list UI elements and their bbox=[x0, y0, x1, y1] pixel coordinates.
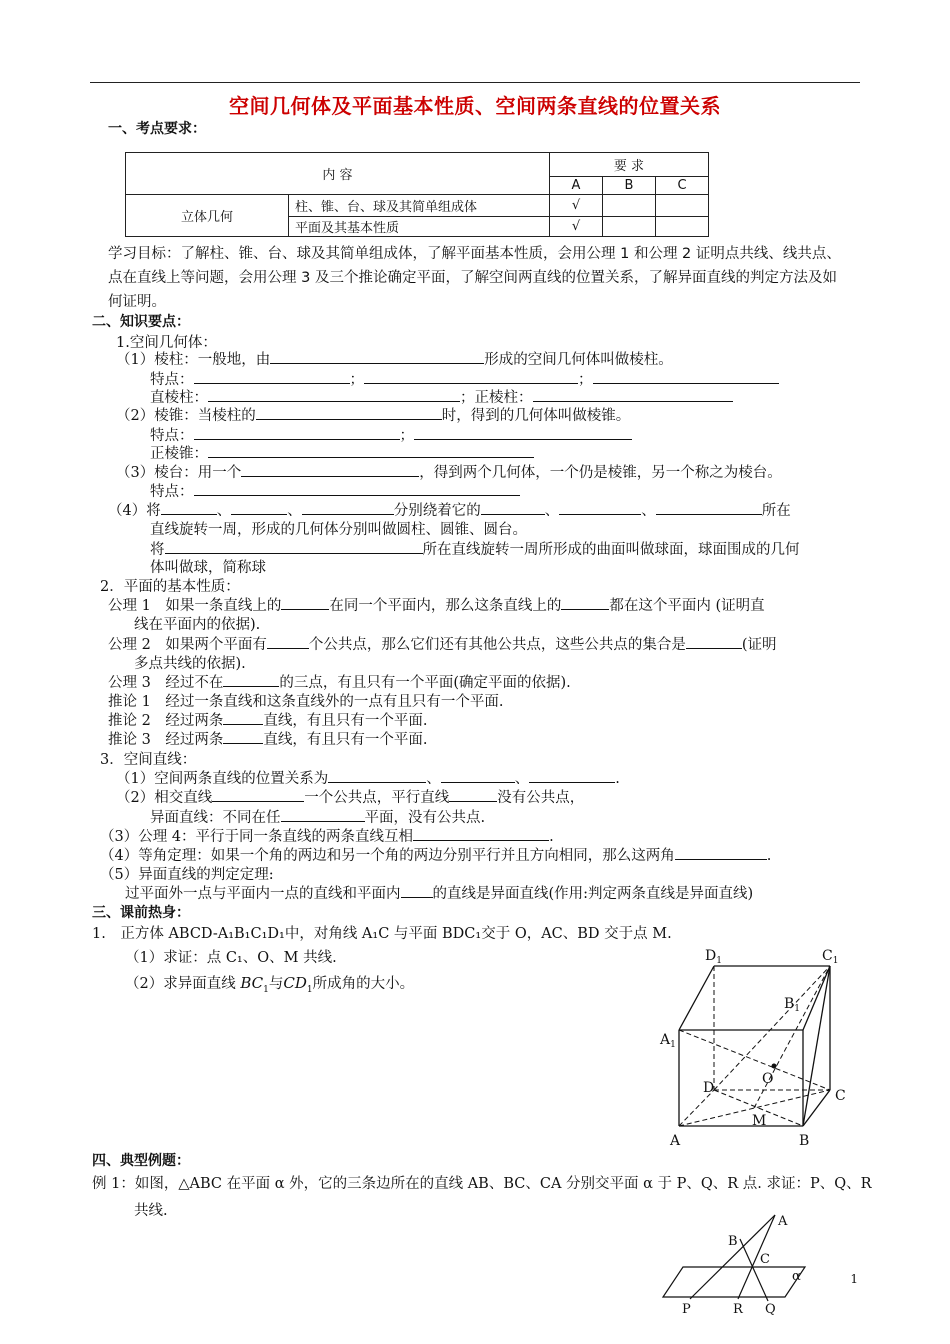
regular-prism-label: ；正棱柱： bbox=[460, 390, 533, 406]
skew-theorem-text-2: 的直线是异面直线(作用:判定两条直线是异面直线) bbox=[432, 886, 754, 902]
blank[interactable] bbox=[208, 443, 534, 458]
relation-text: （1）空间两条直线的位置关系为 bbox=[116, 771, 329, 787]
part-2-text-2: 与 bbox=[268, 976, 284, 992]
sphere-text-2: 所在直线旋转一周所形成的曲面叫做球面，球面围成的几何 bbox=[422, 542, 800, 558]
blank[interactable] bbox=[161, 500, 217, 515]
axiom-2-line-2: 多点共线的依据). bbox=[134, 656, 246, 672]
subsection-lines: 3．空间直线： bbox=[100, 752, 197, 768]
skew-theorem bbox=[125, 882, 753, 903]
content-header: 内 容 bbox=[126, 153, 550, 195]
separator: ； bbox=[399, 428, 414, 444]
requirements-table bbox=[125, 152, 709, 237]
blank[interactable] bbox=[281, 595, 329, 610]
blank[interactable] bbox=[165, 539, 423, 554]
cube-figure bbox=[650, 940, 860, 1150]
fig-label-p: P bbox=[682, 1302, 691, 1315]
subsection-geometry: 1.空间几何体： bbox=[116, 335, 217, 351]
corollary-2 bbox=[108, 709, 427, 730]
requirement-header: 要 求 bbox=[550, 153, 709, 177]
rotation-text: （4）将 bbox=[108, 503, 161, 519]
intersecting-lines bbox=[116, 786, 584, 807]
intersect-text-2: 一个公共点，平行直线 bbox=[304, 790, 450, 806]
subsection-plane: 2．平面的基本性质： bbox=[100, 579, 240, 595]
rotation-text-2: 分别绕着它的 bbox=[393, 503, 481, 519]
pyramid-text: （2）棱锥：当棱柱的 bbox=[116, 408, 256, 424]
blank[interactable] bbox=[194, 481, 520, 496]
blank[interactable] bbox=[208, 387, 460, 402]
corollary-1: 推论 1 经过一条直线和这条直线外的一点有且只有一个平面. bbox=[108, 694, 504, 710]
blank[interactable] bbox=[559, 500, 641, 515]
blank[interactable] bbox=[194, 369, 350, 384]
math-bc: BC bbox=[240, 974, 264, 992]
col-c: C bbox=[656, 177, 709, 195]
label-m: M bbox=[752, 1113, 767, 1129]
blank[interactable] bbox=[270, 349, 484, 364]
features-label: 特点： bbox=[150, 428, 194, 444]
section-4-heading: 四、典型例题： bbox=[92, 1153, 190, 1169]
math-cd: CD bbox=[283, 974, 307, 992]
regular-pyramid-label: 正棱锥： bbox=[150, 446, 208, 462]
blank[interactable] bbox=[413, 826, 549, 841]
label-b: B bbox=[799, 1133, 810, 1149]
axiom-2-text: 公理 2 如果两个平面有 bbox=[108, 637, 267, 653]
regular-pyramid-line bbox=[150, 442, 534, 463]
skew-lines-def bbox=[150, 806, 485, 827]
example-1-line-2: 共线. bbox=[134, 1203, 168, 1219]
period: . bbox=[615, 771, 620, 787]
table-row-b bbox=[603, 195, 656, 217]
axiom-2-text-2: 个公共点，那么它们还有其他公共点，这些公共点的集合是 bbox=[308, 637, 686, 653]
frustum-text-2: ，得到两个几何体，一个仍是棱锥，另一个称之为棱台。 bbox=[419, 465, 782, 481]
top-rule bbox=[90, 82, 860, 83]
axiom-3-text-2: 的三点，有且只有一个平面(确定平面的依据). bbox=[279, 675, 571, 691]
problem-1-part-1: （1）求证：点 C₁、O、M 共线. bbox=[125, 950, 337, 966]
example-1: 例 1：如图，△ABC 在平面 α 外，它的三条边所在的直线 AB、BC、CA 分别交平面 α 于 P、Q、R 点. 求证：P、Q、R bbox=[92, 1176, 872, 1192]
axiom-3-text: 公理 3 经过不在 bbox=[108, 675, 224, 691]
axiom-3-line bbox=[108, 671, 571, 692]
col-a: A bbox=[550, 177, 603, 195]
equal-angle-theorem bbox=[100, 844, 771, 865]
blank[interactable] bbox=[441, 768, 515, 783]
axiom-1-text-2: 在同一个平面内，那么这条直线上的 bbox=[329, 598, 562, 614]
fig-label-r: R bbox=[733, 1302, 743, 1315]
pyramid-line bbox=[116, 404, 630, 425]
blank[interactable] bbox=[401, 883, 433, 898]
axiom-1-line-2: 线在平面内的依据). bbox=[134, 617, 261, 633]
blank[interactable] bbox=[231, 500, 287, 515]
frustum-text: （3）棱台：用一个 bbox=[116, 465, 242, 481]
blank[interactable] bbox=[675, 845, 767, 860]
table-row-item: 柱、锥、台、球及其简单组成体 bbox=[289, 195, 550, 217]
blank[interactable] bbox=[223, 710, 263, 725]
features-label: 特点： bbox=[150, 484, 194, 500]
section-1-heading: 一、考点要求： bbox=[108, 121, 206, 137]
label-c1: $C_1$ bbox=[822, 948, 839, 966]
prism-text-2: 形成的空间几何体叫做棱柱。 bbox=[484, 352, 673, 368]
axiom-1-line bbox=[108, 594, 765, 615]
rotation-line bbox=[108, 499, 791, 520]
blank[interactable] bbox=[533, 387, 733, 402]
separator: ； bbox=[349, 372, 364, 388]
period: . bbox=[549, 829, 554, 845]
fig-label-alpha: α bbox=[792, 1269, 801, 1284]
blank[interactable] bbox=[302, 500, 394, 515]
axiom-1-text-3: 都在这个平面内 (证明直 bbox=[609, 598, 765, 614]
separator: 、 bbox=[287, 503, 302, 519]
label-a: A bbox=[670, 1133, 681, 1149]
period: . bbox=[766, 848, 772, 864]
features-label: 特点： bbox=[150, 372, 194, 388]
sphere-text: 将 bbox=[150, 542, 165, 558]
table-row-item: 平面及其基本性质 bbox=[289, 217, 550, 237]
label-c: C bbox=[835, 1088, 846, 1104]
rotation-line-2: 直线旋转一周，形成的几何体分别叫做圆柱、圆锥、圆台。 bbox=[150, 522, 527, 538]
blank[interactable] bbox=[281, 807, 365, 822]
corollary-2-text-2: 直线，有且只有一个平面. bbox=[263, 713, 428, 729]
frustum-line bbox=[116, 461, 782, 482]
corollary-3-text: 推论 3 经过两条 bbox=[108, 732, 224, 748]
blank[interactable] bbox=[267, 634, 309, 649]
blank[interactable] bbox=[328, 768, 426, 783]
axiom-2-line bbox=[108, 633, 777, 654]
blank[interactable] bbox=[256, 405, 442, 420]
axiom-2-text-3: (证明 bbox=[741, 637, 777, 653]
problem-1: 1. 正方体 ABCD-A₁B₁C₁D₁中，对角线 A₁C 与平面 BDC₁交于 O，AC、BD 交于点 M. bbox=[92, 926, 672, 942]
separator: 、 bbox=[641, 503, 656, 519]
learning-goals: 学习目标：了解柱、锥、台、球及其简单组成体，了解平面基本性质，会用公理 1 和公理 2 证明点共线、线共点、点在直线上等问题，会用公理 3 及三个推论确定平面，了解空间两直线的位置关系，了解异面直线的判定方法及如何证明。 bbox=[108, 246, 841, 310]
plane-figure bbox=[655, 1205, 815, 1315]
table-row-a: √ bbox=[550, 195, 603, 217]
right-prism-label: 直棱柱： bbox=[150, 390, 208, 406]
col-b: B bbox=[603, 177, 656, 195]
table-row-c bbox=[656, 195, 709, 217]
rotation-text-3: 所在 bbox=[761, 503, 791, 519]
table-row-b bbox=[603, 217, 656, 237]
sphere-line-2: 体叫做球，简称球 bbox=[150, 560, 266, 576]
label-b1: $B_1$ bbox=[784, 996, 801, 1014]
label-d1: $D_1$ bbox=[705, 948, 722, 966]
corollary-3-text-2: 直线，有且只有一个平面. bbox=[263, 732, 428, 748]
blank[interactable] bbox=[561, 595, 609, 610]
table-row-a: √ bbox=[550, 217, 603, 237]
part-2-text-3: 所成角的大小。 bbox=[312, 976, 415, 992]
blank[interactable] bbox=[194, 425, 400, 440]
axiom-4-text: （3）公理 4：平行于同一条直线的两条直线互相 bbox=[100, 829, 414, 845]
label-o: O bbox=[762, 1071, 774, 1087]
fig-label-a: A bbox=[778, 1214, 788, 1229]
math-sub: 1 bbox=[306, 984, 313, 995]
intersect-text-3: 没有公共点， bbox=[497, 790, 585, 806]
prism-line bbox=[116, 348, 673, 369]
corollary-2-text: 推论 2 经过两条 bbox=[108, 713, 224, 729]
fig-label-b: B bbox=[728, 1234, 738, 1249]
separator: 、 bbox=[216, 503, 232, 519]
math-sub: 1 bbox=[263, 984, 269, 995]
blank[interactable] bbox=[481, 500, 545, 515]
separator: 、 bbox=[426, 771, 441, 787]
label-a1: $A_1$ bbox=[660, 1032, 676, 1050]
equal-angle-text: （4）等角定理：如果一个角的两边和另一个角的两边分别平行并且方向相同，那么这两角 bbox=[100, 848, 675, 864]
skew-text-2: 平面，没有公共点. bbox=[364, 810, 486, 826]
blank[interactable] bbox=[223, 672, 279, 687]
space-lines-relation bbox=[116, 767, 620, 788]
blank[interactable] bbox=[449, 787, 497, 802]
blank[interactable] bbox=[529, 768, 615, 783]
page-number: 1 bbox=[850, 1272, 858, 1286]
fig-label-q: Q bbox=[765, 1302, 776, 1315]
blank[interactable] bbox=[223, 729, 263, 744]
separator: ； bbox=[578, 372, 593, 388]
skew-theorem-text: 过平面外一点与平面内一点的直线和平面内 bbox=[125, 886, 401, 902]
blank[interactable] bbox=[212, 787, 304, 802]
pyramid-text-2: 时，得到的几何体叫做棱锥。 bbox=[441, 408, 631, 424]
prism-text: （1）棱柱：一般地，由 bbox=[116, 352, 271, 368]
separator: 、 bbox=[544, 503, 560, 519]
part-2-text: （2）求异面直线 bbox=[125, 976, 241, 992]
label-d: D bbox=[703, 1080, 715, 1096]
section-2-heading: 二、知识要点： bbox=[92, 314, 190, 330]
section-3-heading: 三、课前热身： bbox=[92, 905, 190, 921]
blank[interactable] bbox=[364, 369, 578, 384]
corollary-3 bbox=[108, 728, 427, 749]
blank[interactable] bbox=[241, 462, 419, 477]
table-row-c bbox=[656, 217, 709, 237]
skew-text: 异面直线：不同在任 bbox=[150, 810, 281, 826]
fig-label-c: C bbox=[760, 1252, 770, 1267]
intersect-text: （2）相交直线 bbox=[116, 790, 213, 806]
separator: 、 bbox=[514, 771, 530, 787]
problem-1-part-2 bbox=[125, 972, 414, 995]
blank[interactable] bbox=[593, 369, 779, 384]
page-title: 空间几何体及平面基本性质、空间两条直线的位置关系 bbox=[229, 94, 721, 118]
skew-theorem-heading: （5）异面直线的判定定理: bbox=[100, 867, 274, 883]
blank[interactable] bbox=[656, 500, 762, 515]
frustum-features-line bbox=[150, 480, 520, 501]
axiom-1-text: 公理 1 如果一条直线上的 bbox=[108, 598, 282, 614]
blank[interactable] bbox=[414, 425, 632, 440]
point-o bbox=[772, 1064, 777, 1069]
blank[interactable] bbox=[686, 634, 742, 649]
axiom-4 bbox=[100, 825, 554, 846]
category-cell: 立体几何 bbox=[126, 195, 289, 237]
